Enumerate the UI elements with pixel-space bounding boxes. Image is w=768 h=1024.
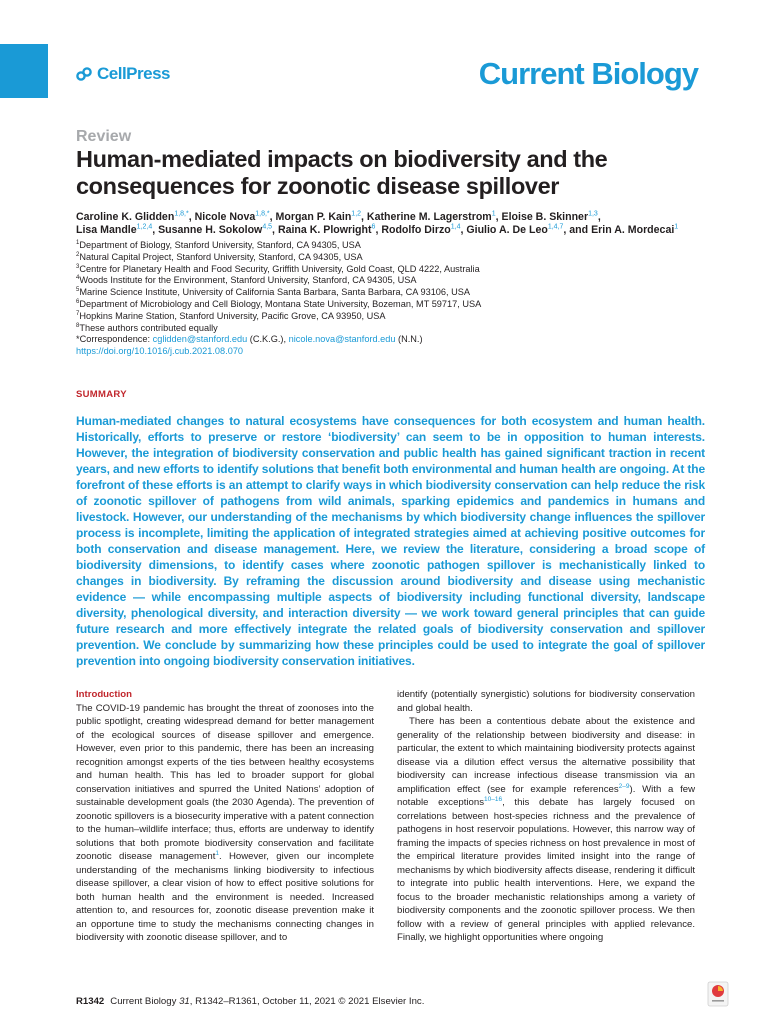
article-title: Human-mediated impacts on biodiversity and the consequences for zoonotic disease spillover (76, 146, 608, 199)
author[interactable]: Raina K. Plowright$^6$ (277, 223, 376, 236)
cellpress-mark-icon (76, 67, 92, 81)
summary-text: Human-mediated changes to natural ecosystems have consequences for both ecosystem and human health. Historically, efforts to preserve or restore ‘biodiversity’ can seem to be in opposition to human interests. However, the integration of biodiversity conservation and public health has gained significant traction in recent years, and new efforts to identify solutions that benefit both environmental and human health are ongoing. At the forefront of these efforts is an attempt to clarify ways in which biodiversity conservation can help reduce the risk of zoonotic spillover of pathogens from wild animals, sparking epidemics and pandemics in humans and livestock. However, our understanding of the mechanisms by which biodiversity change influences the spillover process is incomplete, limiting the application of integrated strategies aimed at achieving positive outcomes for both conservation and disease management. Here, we review the literature, considering a broad scope of biodiversity dimensions, to identify cases where zoonotic pathogen spillover is mechanistically linked to changes in biodiversity. By reframing the discussion around biodiversity and disease using mechanistic evidence — while encompassing multiple aspects of biodiversity including functional diversity, landscape diversity, phenological diversity, and interaction diversity — we work toward general principles that can guide future research and more effectively integrate the related goals of biodiversity conservation and spillover prevention. We conclude by summarizing how these principles could be used to integrate the goal of spillover prevention into ongoing biodiversity conservation initiatives. (76, 414, 705, 668)
correspondence: *Correspondence: cglidden@stanford.edu (C.K.G.), nicole.nova@stanford.edu (N.N.) (76, 334, 423, 345)
summary-heading: SUMMARY (76, 389, 127, 400)
intro-paragraph-2: There has been a contentious debate about the existence and generality of the relationship between biodiversity and disease: in particular, the extent to which maintaining biodiversity protects against disease via a dilution effect versus the alternative possibility that biodiversity can increase infectious disease transmission via an amplification effect (see for example references$^{2-9}$). With a few notable exceptions$^{10-16}$, this debate has largely focused on correlations between host-species richness and the prevalence of pathogens in host reservoir populations. However, this narrow way of framing the impacts of species richness on host prevalence in most of the empirical literature provides limited insight into the range of mechanisms by which biodiversity affects disease, rendering it difficult to integrate into public health interventions. Here, we expand the focus to the broader mechanistic relationships among a variety of biodiversity components and the zoonotic spillover process. We then follow with a review of general principles with applied relevance. Finally, we highlight opportunities where ongoing (397, 716, 696, 943)
author[interactable]: Katherine M. Lagerstrom$^1$ (366, 210, 496, 223)
body-column-right (397, 688, 695, 945)
author[interactable]: Susanne H. Sokolow$^{4,5}$ (158, 223, 273, 236)
page-footer: R1342 Current Biology 31, R1342–R1361, October 11, 2021 © 2021 Elsevier Inc. (76, 996, 425, 1007)
affiliation: $^8$These authors contributed equally (76, 322, 218, 333)
affiliation: $^5$Marine Science Institute, University of California Santa Barbara, Santa Barbara, CA 93106, USA (76, 287, 471, 298)
publisher-name: CellPress (97, 64, 170, 83)
author[interactable]: Morgan P. Kain$^{1,2}$ (275, 210, 362, 223)
page-number: R1342 (76, 996, 105, 1007)
citation-ref[interactable]: 1 (215, 849, 219, 857)
journal-color-tab (0, 44, 48, 98)
article-type: Review (76, 128, 132, 145)
affiliation: $^6$Department of Microbiology and Cell Biology, Montana State University, Bozeman, MT 59717, USA (76, 298, 482, 309)
affiliations (76, 240, 696, 358)
author[interactable]: Nicole Nova$^{1,8,*}$ (194, 210, 270, 223)
affiliation: $^3$Centre for Planetary Health and Food Security, Griffith University, Gold Coast, QLD 4222, Australia (76, 263, 480, 274)
email-link-2[interactable]: nicole.nova@stanford.edu (288, 334, 396, 345)
affiliation: $^4$Woods Institute for the Environment, Stanford University, Stanford, CA 94305, USA (76, 275, 417, 286)
intro-paragraph-1: The COVID-19 pandemic has brought the threat of zoonoses into the public spotlight, creating widespread demand for better management of the ecological sources of disease spillover and emergence. However, even prior to this pandemic, there has been an increasing recognition amongst experts of the ties between healthy ecosystems and human health. This has led to broader support for global conservation initiatives and spurred the United Nations’ adoption of sustainable development goals (the 2030 Agenda). The prevention of zoonotic spillovers is a biosecurity imperative with a patent connection to the human–wildlife interface; thus, efforts are underway to identify solutions that both promote biodiversity conservation and facilitate zoonotic disease management$^1$. However, given our incomplete understanding of the mechanisms linking biodiversity to infectious disease spillover, a clear vision of how to effect positive solutions for both human health and the environment is needed. Increased attention to, and resources for, zoonotic disease prevention make it an opportune time to study the mechanisms connecting changes in biodiversity with zoonotic disease spillover, and to (76, 702, 374, 943)
check-for-updates-icon[interactable] (707, 981, 729, 1007)
affiliation: $^7$Hopkins Marine Station, Stanford University, Pacific Grove, CA 93950, USA (76, 310, 386, 321)
doi-link[interactable]: https://doi.org/10.1016/j.cub.2021.08.070 (76, 346, 244, 357)
authors-conjunction: and (569, 224, 589, 236)
author[interactable]: Lisa Mandle$^{1,2,4}$ (76, 223, 153, 236)
intro-heading: Introduction (76, 689, 132, 700)
citation-ref[interactable]: 10–16 (484, 795, 503, 803)
intro-paragraph-1-cont: identify (potentially synergistic) solutions for biodiversity conservation and global health. (397, 689, 695, 714)
publisher-logo[interactable] (76, 64, 170, 84)
journal-name[interactable]: Current Biology (478, 56, 698, 91)
body-column-left (76, 688, 374, 945)
email-link-1[interactable]: cglidden@stanford.edu (152, 334, 248, 345)
author[interactable]: Caroline K. Glidden$^{1,8,*}$ (76, 210, 189, 223)
author[interactable]: Rodolfo Dirzo$^{1,4}$ (381, 223, 461, 236)
author[interactable]: Eloise B. Skinner$^{1,3}$ (501, 210, 598, 223)
author[interactable]: Erin A. Mordecai$^1$ (591, 223, 679, 236)
author[interactable]: Giulio A. De Leo$^{1,4,7}$ (466, 223, 564, 236)
affiliation: $^2$Natural Capital Project, Stanford University, Stanford, CA 94305, USA (76, 251, 363, 262)
author-list: Caroline K. Glidden$^{1,8,*}$, Nicole Nova$^{1,8,*}$, Morgan P. Kain$^{1,2}$, Katherine M. Lagerstrom$^1$, Eloise B. Skinner$^{1,3}$, Lisa Mandle$^{1,2,4}$, Susanne H. Sokolow$^{4,5}$, Raina K. Plowright$^6$, Rodolfo Dirzo$^{1,4}$, Giulio A. De Leo$^{1,4,7}$, and Erin A. Mordecai$^1$ (76, 210, 679, 236)
citation-ref[interactable]: 2–9 (618, 782, 630, 790)
affiliation: $^1$Department of Biology, Stanford University, Stanford, CA 94305, USA (76, 239, 361, 250)
